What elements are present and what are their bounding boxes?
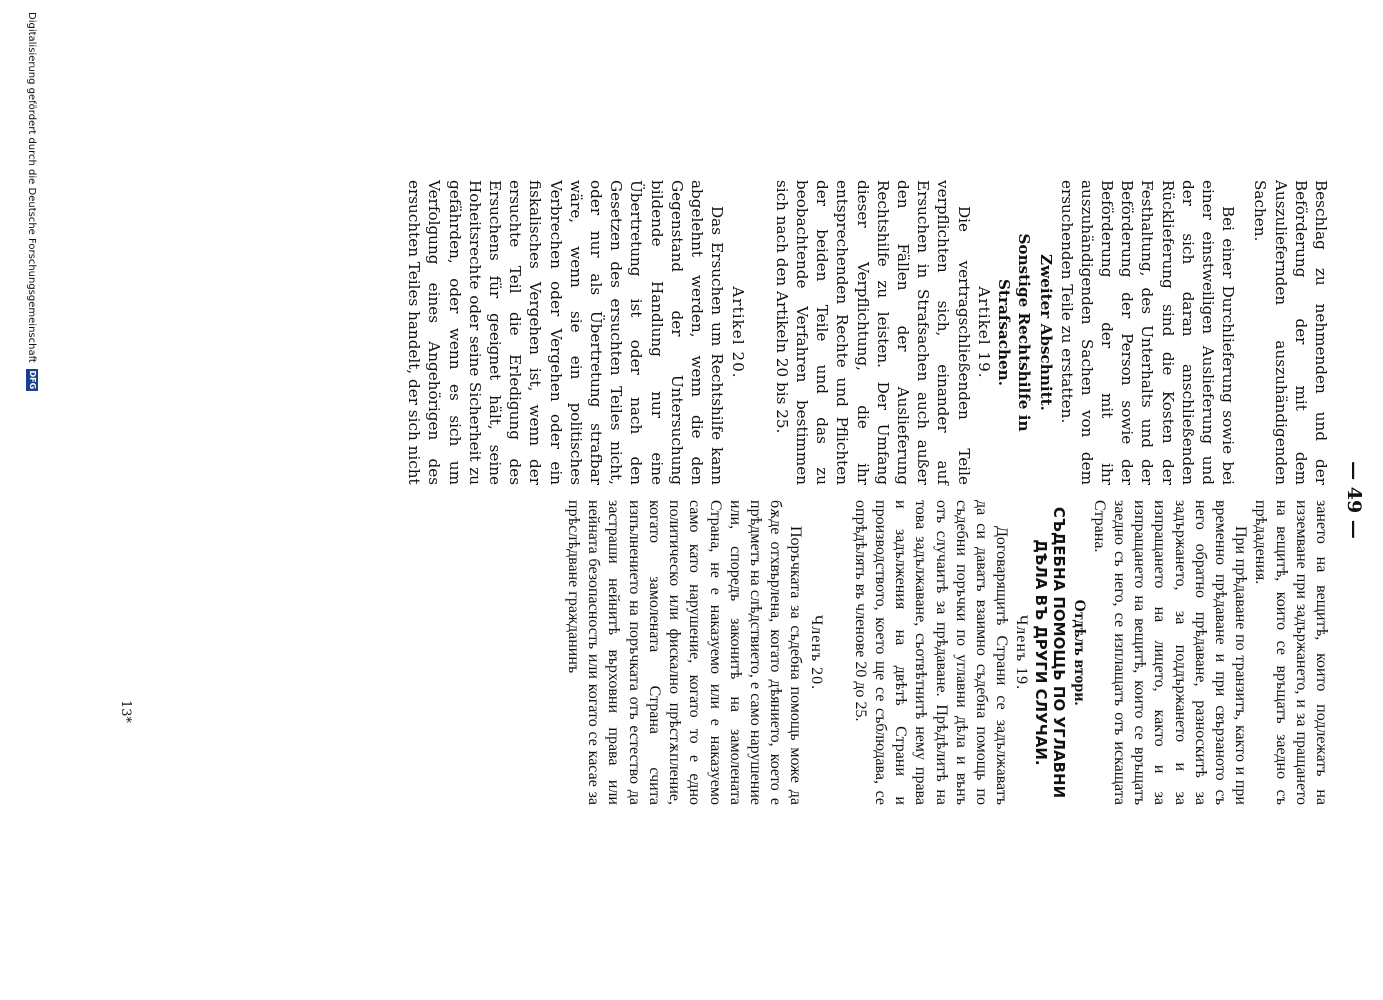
bulgarian-section-subheading: СЪДЕБНА ПОМОЩЬ ПО УГЛАВНИ ДѢЛА ВЪ ДРУГИ СЛУЧАИ.: [1031, 506, 1069, 799]
credit-text: Digitalisierung gefördert durch die Deutsche Forschungsgemeinschaft: [26, 12, 38, 363]
german-paragraph-1: Beschlag zu nehmenden und der Beförderung der mit dem Auszuliefernden auszuhändigenden Sachen.: [1251, 180, 1330, 485]
german-paragraph-2: Bei einer Durchlieferung sowie bei einer einstweiligen Auslieferung und der sich daran anschließenden Rücklieferung sind die Kosten der Festhaltung, des Unterhalts und der Beförderung der Person sowie der Beförderung der mit ihr auszuhändigenden Sachen von dem ersuchenden Teile zu erstatten.: [1057, 180, 1238, 485]
dfg-logo-icon: DFG: [28, 370, 37, 390]
footer-signature-number: 13*: [118, 700, 133, 724]
bulgarian-paragraph-2: При прѣдаване по транзитъ, както и при временно прѣдаване и при свързаното съ него обратно прѣдаване, разноскитѣ за задържането, за поддържането и за изпращането на лицето, както и за изпращането на вещитѣ, които се връщатъ заедно съ него, се изплащатъ отъ искащата Страна.: [1090, 500, 1250, 805]
bulgarian-paragraph-1: зането на вещитѣ, които подлежатъ на изземване при задържането, и за пращането на вещитѣ, които се връщатъ заедно съ прѣдадения.: [1252, 500, 1330, 805]
bulgarian-article-19-title: Членъ 19.: [1013, 614, 1031, 691]
bulgarian-section-heading: Отдѣлъ втори.: [1070, 599, 1088, 706]
german-article-20-title: Artikel 20.: [728, 286, 747, 379]
german-article-19-title: Artikel 19.: [974, 286, 993, 379]
bulgarian-paragraph-3: Договарящитѣ Страни се задължаватъ да си даватъ взаимно съдебна помощь по съдебни поръчки по углавни дѣла и вънъ отъ случаитѣ за прѣдаване. Прѣдѣлитѣ на това задължаване, съотвѣтнитѣ нему права и задължения на двѣтѣ Страни и производството, което ще се съблюдава, се опрѣдѣлять въ членове 20 до 25.: [851, 500, 1011, 805]
german-paragraph-3: Die vertragschließenden Teile verpflichten sich, einander auf Ersuchen in Strafsachen auch außer den Fällen der Auslieferung Rechtshilfe zu leisten. Der Umfang dieser Verpflichtung, die ihr entsprechenden Rechte und Pflichten der beiden Teile und das zu beobachtende Verfahren bestimmen sich nach den Artikeln 20 bis 25.: [772, 180, 973, 485]
page-number: — 49 —: [1343, 461, 1365, 539]
bulgarian-article-20-title: Членъ 20.: [807, 614, 825, 691]
bulgarian-column: [563, 500, 1331, 805]
digitization-credit: [26, 12, 38, 972]
german-column: [404, 180, 1331, 485]
german-paragraph-4: Das Ersuchen um Rechtshilfe kann abgelehnt werden, wenn die den Gegenstand der Untersuchung bildende Handlung nur eine Übertretung ist oder nach den Gesetzen des ersuchten Teiles nicht, oder nur als Übertretung strafbar wäre, wenn sie ein politisches Verbrechen oder Vergehen oder ein fiskalisches Vergehen ist, wenn der ersuchte Teil die Erledigung des Ersuchens für geeignet hält, seine Hoheitsrechte oder seine Sicherheit zu gefährden, oder wenn es sich um Verfolgung eines Angehörigen des ersuchten Teiles handelt, der sich nicht: [405, 180, 727, 485]
german-section-subheading: Sonstige Rechtshilfe in Strafsachen.: [994, 233, 1034, 432]
german-section-heading: Zweiter Abschnitt.: [1037, 254, 1056, 411]
bulgarian-paragraph-4: Поръчката за съдебна помощь може да бѫде отхвърлена, когато дѣянието, което е прѣдметъ на слѣдствието, е само нарушение или, споредъ законитѣ на замолената Страна, не е наказуемо или е наказуемо само като нарушение, когато то е едно политическо или фискално прѣстѫпление, когато замолената Страна счита изпълнението на поръчката отъ естество да застраши нейнитѣ върховни права или нейната безопасность или когато се касае за прѣслѣдване гражданинъ: [565, 500, 805, 805]
